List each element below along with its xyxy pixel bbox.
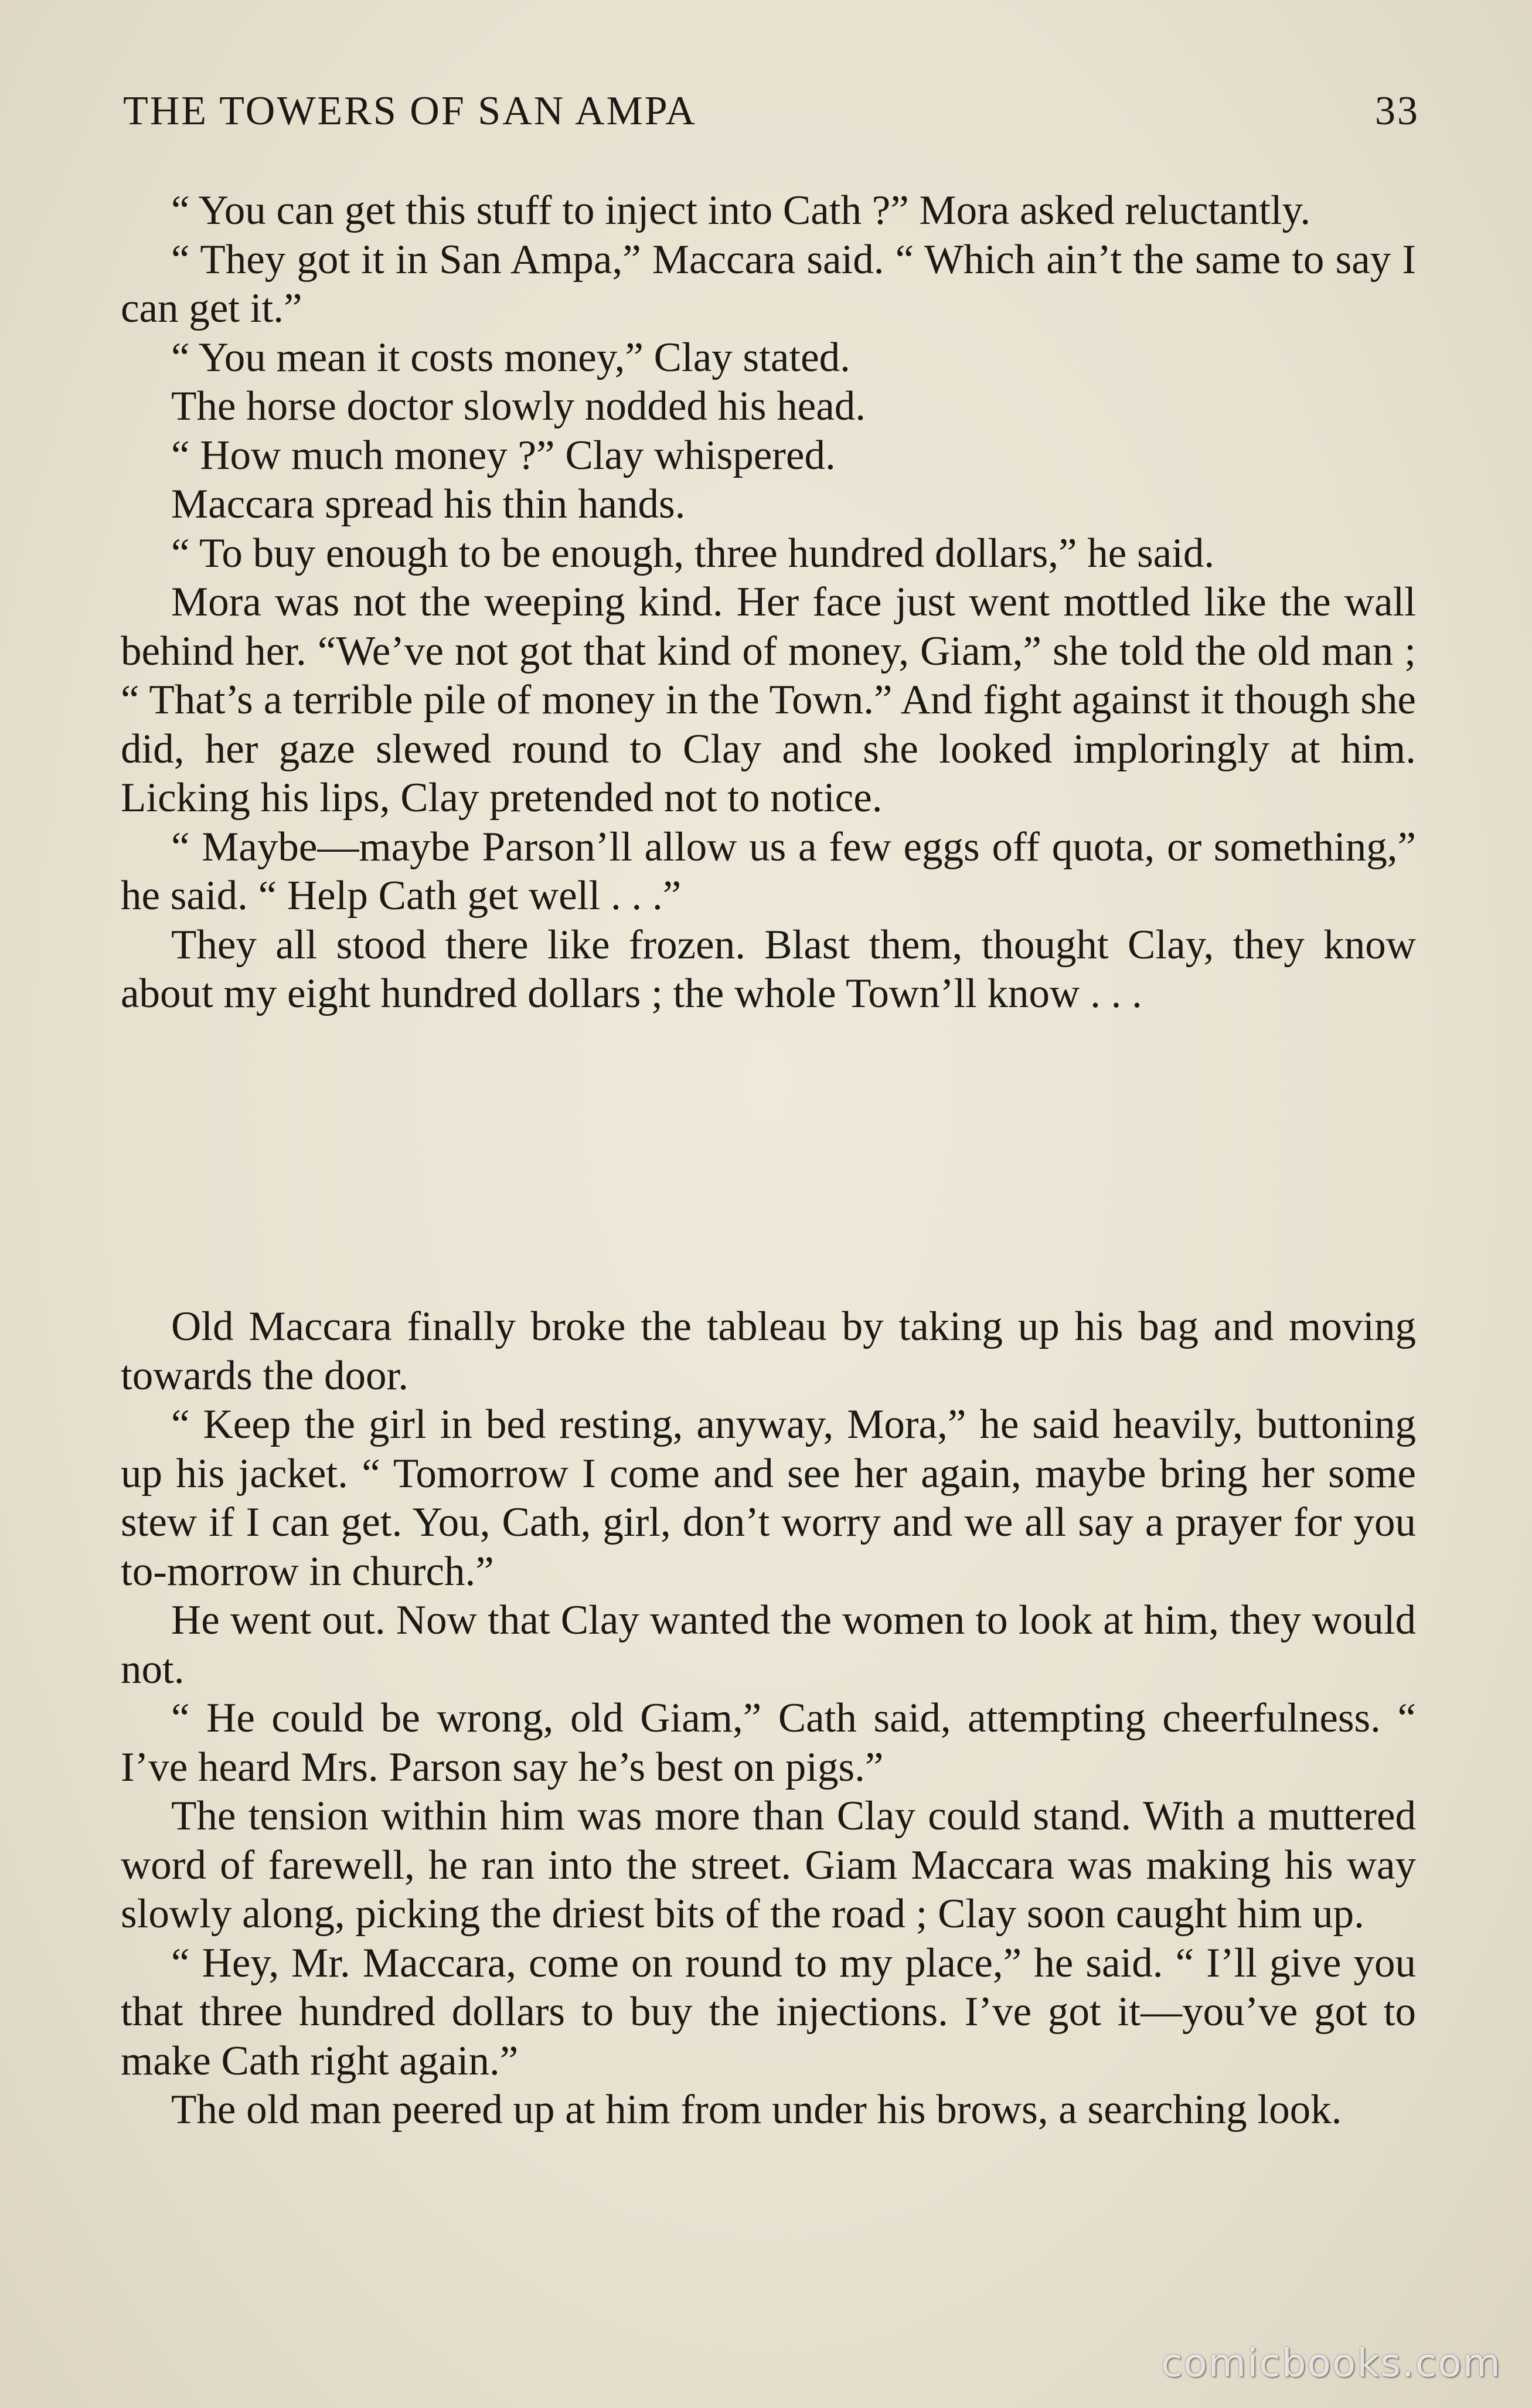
paragraph: The horse doctor slowly nodded his head. — [171, 383, 866, 429]
paragraph: He went out. Now that Clay wanted the women to look at him, they would not. — [121, 1597, 1416, 1692]
running-head — [123, 88, 1419, 147]
paragraph: “ You mean it costs money,” Clay stated. — [171, 334, 850, 380]
paragraph: The old man peered up at him from under his brows, a searching look. — [171, 2087, 1342, 2132]
paragraph: “ How much money ?” Clay whispered. — [171, 432, 836, 478]
paragraph: “ To buy enough to be enough, three hundred dollars,” he said. — [171, 530, 1215, 576]
paragraph: “ They got it in San Ampa,” Maccara said. “ Which ain’t the same to say I can get it.” — [121, 236, 1416, 331]
paragraph: “ You can get this stuff to inject into Cath ?” Mora asked reluctantly. — [171, 188, 1311, 233]
paragraph: The tension within him was more than Clay could stand. With a muttered word of farewell, he ran into the street. Giam Maccara was making his way slowly along, picking the driest bits of the road ; Clay soon caught him up. — [121, 1793, 1416, 1937]
paragraph: “ Maybe—maybe Parson’ll allow us a few eggs off quota, or something,” he said. “ Help Cath get well . . .” — [121, 824, 1416, 919]
paragraph: “ Keep the girl in bed resting, anyway, Mora,” he said heavily, buttoning up his jacket. “ Tomorrow I come and see her again, maybe bring her some stew if I can get. You, Cath, girl, don’t worry and we all say a prayer for you to-morrow in church.” — [121, 1402, 1416, 1594]
paragraph: “ He could be wrong, old Giam,” Cath said, attempting cheerfulness. “ I’ve heard Mrs. Parson say he’s best on pigs.” — [121, 1695, 1416, 1790]
paragraph: They all stood there like frozen. Blast them, thought Clay, they know about my eight hundred dollars ; the whole Town’ll know . . . — [121, 921, 1416, 1016]
text-section-2 — [121, 1302, 1416, 2135]
paragraph: Maccara spread his thin hands. — [171, 481, 686, 527]
paragraph: “ Hey, Mr. Maccara, come on round to my place,” he said. “ I’ll give you that three hundred dollars to buy the injections. I’ve got it—you’ve got to make Cath right again.” — [121, 1940, 1416, 2084]
paragraph: Old Maccara finally broke the tableau by taking up his bag and moving towards the door. — [121, 1304, 1416, 1399]
paragraph: Mora was not the weeping kind. Her face just went mottled like the wall behind her. “We’ve not got that kind of money, Giam,” she told the old man ; “ That’s a terrible pile of money in the Town.” And fight against it though she did, her gaze slewed round to Clay and she looked imploringly at him. Licking his lips, Clay pretended not to notice. — [121, 579, 1416, 821]
site-watermark: comicbooks.com — [1161, 2341, 1502, 2386]
page-number: 33 — [1375, 89, 1419, 134]
book-title: THE TOWERS OF SAN AMPA — [123, 89, 697, 134]
text-section-1 — [121, 186, 1416, 1019]
